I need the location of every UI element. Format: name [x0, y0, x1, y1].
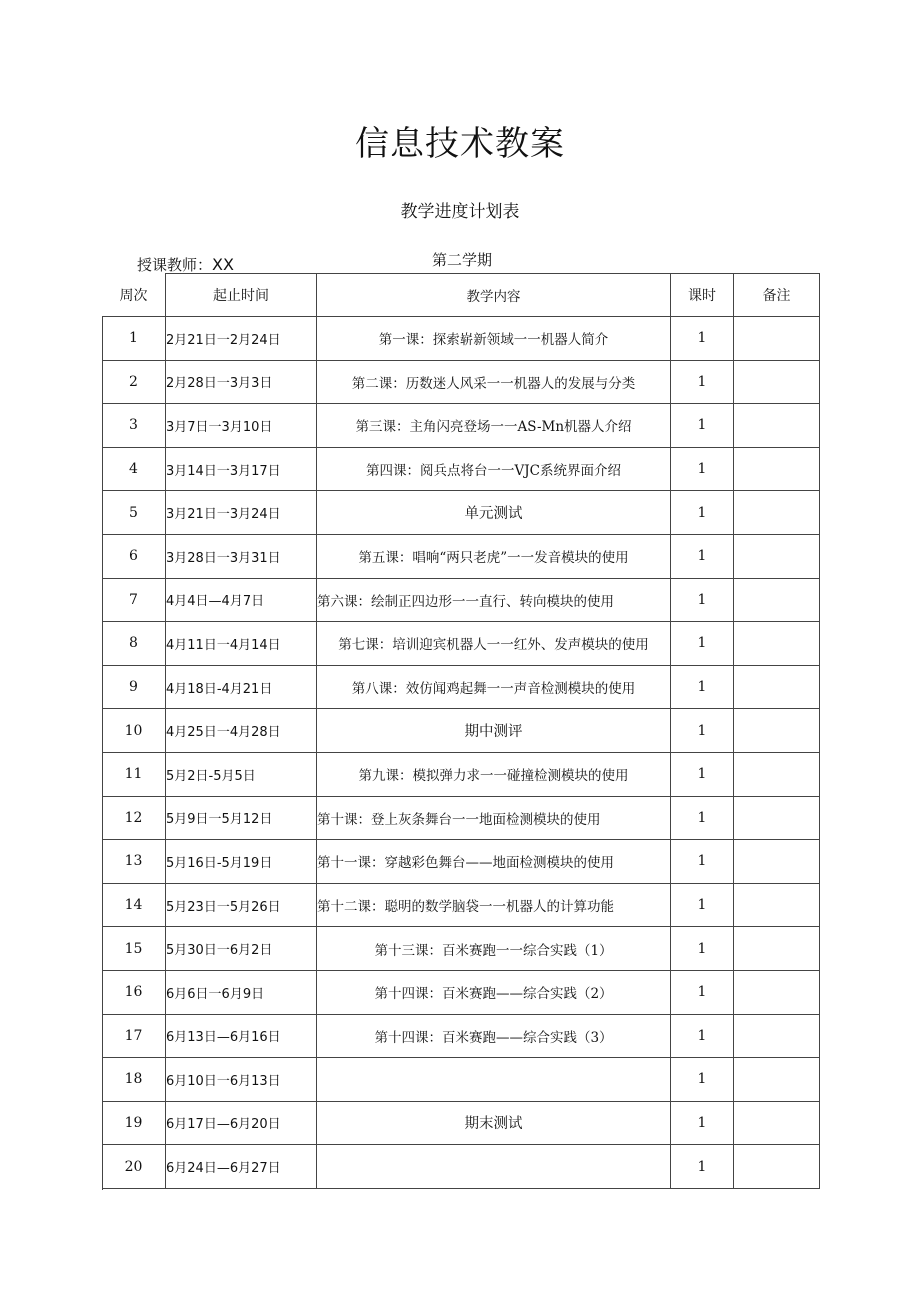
table-row [102, 883, 820, 927]
hours-cell: 1 [671, 491, 734, 535]
week-cell: 16 [102, 970, 166, 1014]
hours-cell: 1 [671, 883, 734, 927]
table-header-row [102, 274, 820, 317]
dates-cell: 2月28日一3月3日 [166, 360, 317, 404]
table-row [102, 578, 820, 622]
dates-cell: 6月6日一6月9日 [166, 970, 317, 1014]
dates-cell: 4月18日-4月21日 [166, 665, 317, 709]
table-row [102, 447, 820, 491]
teacher-label: 授课教师： [137, 256, 213, 274]
content-cell: 期末测试 [317, 1101, 671, 1145]
notes-cell [734, 665, 820, 709]
notes-cell [734, 360, 820, 404]
table-row [102, 1145, 820, 1189]
header-content: 教学内容 [317, 274, 671, 317]
content-cell: 第八课：效仿闻鸡起舞一一声音检测模块的使用 [317, 665, 671, 709]
notes-cell [734, 927, 820, 971]
dates-cell: 5月30日一6月2日 [166, 927, 317, 971]
dates-cell: 2月21日一2月24日 [166, 317, 317, 361]
content-cell: 单元测试 [317, 491, 671, 535]
dates-cell: 6月13日—6月16日 [166, 1014, 317, 1058]
content-cell: 第六课：绘制正四边形一一直行、转向模块的使用 [317, 578, 671, 622]
notes-cell [734, 1058, 820, 1102]
table-row [102, 317, 820, 361]
dates-cell: 6月24日—6月27日 [166, 1145, 317, 1189]
dates-cell: 3月28日一3月31日 [166, 534, 317, 578]
header-hours: 课时 [671, 274, 734, 317]
notes-cell [734, 1145, 820, 1189]
hours-cell: 1 [671, 665, 734, 709]
week-cell: 9 [102, 665, 166, 709]
table-row [102, 970, 820, 1014]
hours-cell: 1 [671, 970, 734, 1014]
notes-cell [734, 404, 820, 448]
week-cell: 12 [102, 796, 166, 840]
content-cell: 第三课：主角闪亮登场一一AS-Mn机器人介绍 [317, 404, 671, 448]
week-cell: 3 [102, 404, 166, 448]
table-row [102, 927, 820, 971]
week-cell: 2 [102, 360, 166, 404]
notes-cell [734, 709, 820, 753]
content-cell: 第十课：登上灰条舞台一一地面检测模块的使用 [317, 796, 671, 840]
schedule-table [102, 273, 820, 1189]
hours-cell: 1 [671, 927, 734, 971]
notes-cell [734, 578, 820, 622]
table-row [102, 360, 820, 404]
dates-cell: 5月16日-5月19日 [166, 840, 317, 884]
hours-cell: 1 [671, 447, 734, 491]
week-cell: 5 [102, 491, 166, 535]
dates-cell: 5月2日-5月5日 [166, 752, 317, 796]
table-row [102, 1101, 820, 1145]
dates-cell: 3月14日一3月17日 [166, 447, 317, 491]
notes-cell [734, 622, 820, 666]
hours-cell: 1 [671, 404, 734, 448]
content-cell: 第七课：培训迎宾机器人一一红外、发声模块的使用 [317, 622, 671, 666]
week-cell: 20 [102, 1145, 166, 1189]
hours-cell: 1 [671, 1145, 734, 1189]
semester-label: 第二学期 [432, 251, 493, 269]
notes-cell [734, 970, 820, 1014]
week-cell: 11 [102, 752, 166, 796]
content-cell: 第十二课：聪明的数学脑袋一一机器人的计算功能 [317, 883, 671, 927]
content-cell [317, 1058, 671, 1102]
header-notes: 备注 [734, 274, 820, 317]
hours-cell: 1 [671, 796, 734, 840]
week-cell: 4 [102, 447, 166, 491]
week-cell: 14 [102, 883, 166, 927]
dates-cell: 5月9日一5月12日 [166, 796, 317, 840]
week-cell: 1 [102, 317, 166, 361]
week-cell: 18 [102, 1058, 166, 1102]
content-cell: 第二课：历数迷人风采一一机器人的发展与分类 [317, 360, 671, 404]
table-row [102, 796, 820, 840]
hours-cell: 1 [671, 709, 734, 753]
notes-cell [734, 796, 820, 840]
hours-cell: 1 [671, 317, 734, 361]
table-row [102, 752, 820, 796]
hours-cell: 1 [671, 1058, 734, 1102]
dates-cell: 3月21日一3月24日 [166, 491, 317, 535]
content-cell: 第五课：唱响“两只老虎”一一发音模块的使用 [317, 534, 671, 578]
week-cell: 15 [102, 927, 166, 971]
week-cell: 8 [102, 622, 166, 666]
content-cell: 第一课：探索崭新领域一一机器人简介 [317, 317, 671, 361]
content-cell: 第十四课：百米赛跑——综合实践（3） [317, 1014, 671, 1058]
content-cell: 第四课：阅兵点将台一一VJC系统界面介绍 [317, 447, 671, 491]
dates-cell: 4月4日—4月7日 [166, 578, 317, 622]
notes-cell [734, 840, 820, 884]
week-cell: 17 [102, 1014, 166, 1058]
dates-cell: 6月17日—6月20日 [166, 1101, 317, 1145]
week-cell: 10 [102, 709, 166, 753]
notes-cell [734, 883, 820, 927]
dates-cell: 3月7日一3月10日 [166, 404, 317, 448]
content-cell: 第九课：模拟弹力求一一碰撞检测模块的使用 [317, 752, 671, 796]
hours-cell: 1 [671, 622, 734, 666]
document-title: 信息技术教案 [355, 124, 565, 164]
content-cell: 第十四课：百米赛跑——综合实践（2） [317, 970, 671, 1014]
dates-cell: 4月25日一4月28日 [166, 709, 317, 753]
dates-cell: 5月23日一5月26日 [166, 883, 317, 927]
document-subtitle: 教学进度计划表 [400, 202, 520, 222]
notes-cell [734, 534, 820, 578]
week-cell: 19 [102, 1101, 166, 1145]
table-row [102, 534, 820, 578]
dates-cell: 4月11日一4月14日 [166, 622, 317, 666]
hours-cell: 1 [671, 1101, 734, 1145]
dates-cell: 6月10日一6月13日 [166, 1058, 317, 1102]
week-cell: 6 [102, 534, 166, 578]
content-cell: 第十三课：百米赛跑一一综合实践（1） [317, 927, 671, 971]
header-week: 周次 [102, 274, 166, 317]
hours-cell: 1 [671, 840, 734, 884]
notes-cell [734, 491, 820, 535]
content-cell: 期中测评 [317, 709, 671, 753]
table-row [102, 1058, 820, 1102]
content-cell [317, 1145, 671, 1189]
week-cell: 13 [102, 840, 166, 884]
content-cell: 第十一课：穿越彩色舞台——地面检测模块的使用 [317, 840, 671, 884]
hours-cell: 1 [671, 752, 734, 796]
table-row [102, 1014, 820, 1058]
hours-cell: 1 [671, 360, 734, 404]
header-dates: 起止时间 [166, 274, 317, 317]
table-row [102, 840, 820, 884]
table-row [102, 491, 820, 535]
notes-cell [734, 317, 820, 361]
table-row [102, 622, 820, 666]
notes-cell [734, 1014, 820, 1058]
hours-cell: 1 [671, 578, 734, 622]
teacher-name: XX [212, 255, 234, 274]
notes-cell [734, 1101, 820, 1145]
teacher-line [137, 254, 234, 275]
notes-cell [734, 447, 820, 491]
notes-cell [734, 752, 820, 796]
week-cell: 7 [102, 578, 166, 622]
table-row [102, 404, 820, 448]
hours-cell: 1 [671, 1014, 734, 1058]
table-row [102, 709, 820, 753]
hours-cell: 1 [671, 534, 734, 578]
table-row [102, 665, 820, 709]
